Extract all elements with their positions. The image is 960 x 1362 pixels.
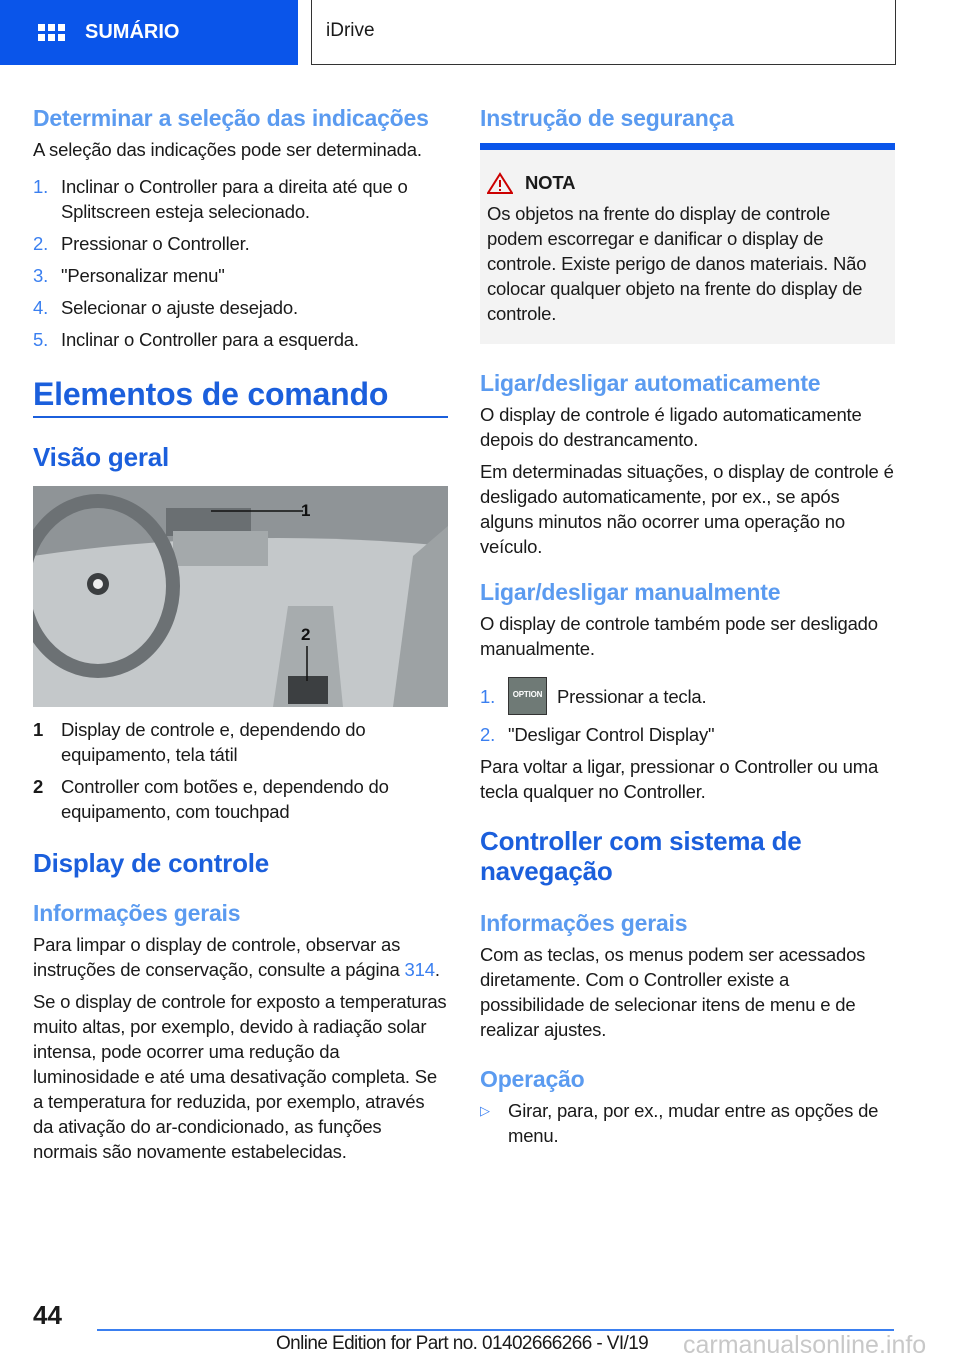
section-title: Determinar a seleção das indicações: [33, 105, 429, 131]
note-box: [480, 143, 895, 344]
list-item: 5. Inclinar o Controller para a esquerda.: [33, 329, 359, 350]
option-key-icon: OPTION: [508, 677, 547, 715]
note-text: Os objetos na frente do display de controle podem escorregar e danificar o display de controle. Existe perigo de danos materiais. Não colocar qualquer objeto na frente do display de controle.: [487, 203, 867, 324]
toc-label: SUMÁRIO: [85, 21, 180, 43]
dashboard-figure: [33, 486, 448, 707]
section-title: Ligar/desligar automaticamente: [480, 370, 821, 396]
paragraph: O display de controle também pode ser desligado manualmente.: [480, 613, 878, 659]
list-item: 1. Inclinar o Controller para a direita até que o Splitscreen esteja selecionado.: [33, 176, 408, 222]
right-column: [480, 103, 895, 1155]
list-item: 2. "Desligar Control Display": [480, 724, 715, 745]
page-link-314[interactable]: 314: [404, 959, 435, 980]
triangle-bullet-icon: ▷: [480, 1103, 490, 1118]
section-title: Instrução de segurança: [480, 105, 734, 131]
subsection-title: Operação: [480, 1066, 585, 1092]
paragraph: A seleção das indicações pode ser determinada.: [33, 139, 422, 160]
legend-item: 2 Controller com botões e, dependendo do equipamento, com touchpad: [33, 776, 389, 822]
edition-text: Online Edition for Part no. 01402666266 - VI/19: [276, 1333, 649, 1354]
subsection-title: Informações gerais: [33, 900, 241, 926]
page-number: 44: [33, 1300, 62, 1330]
chapter-title: Elementos de comando: [33, 374, 448, 418]
callout-2: 2: [301, 625, 311, 644]
list-item: 2. Pressionar o Controller.: [33, 233, 250, 254]
callout-1: 1: [301, 501, 311, 520]
list-item: 3. "Personalizar menu": [33, 265, 225, 286]
section-title: Visão geral: [33, 442, 170, 472]
paragraph: Com as teclas, os menus podem ser acessados diretamente. Com o Controller existe a possibilidade de selecionar itens de menu e de realizar ajustes.: [480, 944, 866, 1040]
section-title: Controller com sistema de navegação: [480, 826, 802, 886]
grid-icon: [38, 24, 65, 41]
note-label: NOTA: [525, 172, 576, 193]
paragraph: Em determinadas situações, o display de controle é desligado automaticamente, por ex., se após alguns minutos não ocorrer uma operação no veículo.: [480, 461, 894, 557]
breadcrumb-label: iDrive: [326, 20, 375, 41]
list-item: 4. Selecionar o ajuste desejado.: [33, 297, 298, 318]
subsection-title: Informações gerais: [480, 910, 688, 936]
left-column: [33, 103, 448, 1171]
section-title: Display de controle: [33, 848, 270, 878]
paragraph: Se o display de controle for exposto a temperaturas muito altas, por exemplo, devido à radiação solar intensa, pode ocorrer uma redução da luminosidade e até uma desativação completa. Se a temperatura for reduzida, por exemplo, através da ativação do ar-condicionado, as funções normais são novamente estabelecidas.: [33, 991, 447, 1162]
toc-button[interactable]: [0, 0, 298, 65]
warning-icon: [487, 172, 513, 194]
list-item: 1. OPTION Pressionar a tecla.: [480, 677, 895, 715]
paragraph: Para voltar a ligar, pressionar o Controller ou uma tecla qualquer no Controller.: [480, 756, 879, 802]
legend-item: 1 Display de controle e, dependendo do equipamento, tela tátil: [33, 719, 366, 765]
paragraph: O display de controle é ligado automaticamente depois do destrancamento.: [480, 404, 862, 450]
watermark: carmanualsonline.info: [683, 1331, 927, 1359]
paragraph: Para limpar o display de controle, observar as instruções de conservação, consulte a página 314.: [33, 934, 440, 980]
breadcrumb: [311, 0, 896, 65]
bullet-item: ▷ Girar, para, por ex., mudar entre as opções de menu.: [480, 1100, 879, 1146]
section-title: Ligar/desligar manualmente: [480, 579, 781, 605]
